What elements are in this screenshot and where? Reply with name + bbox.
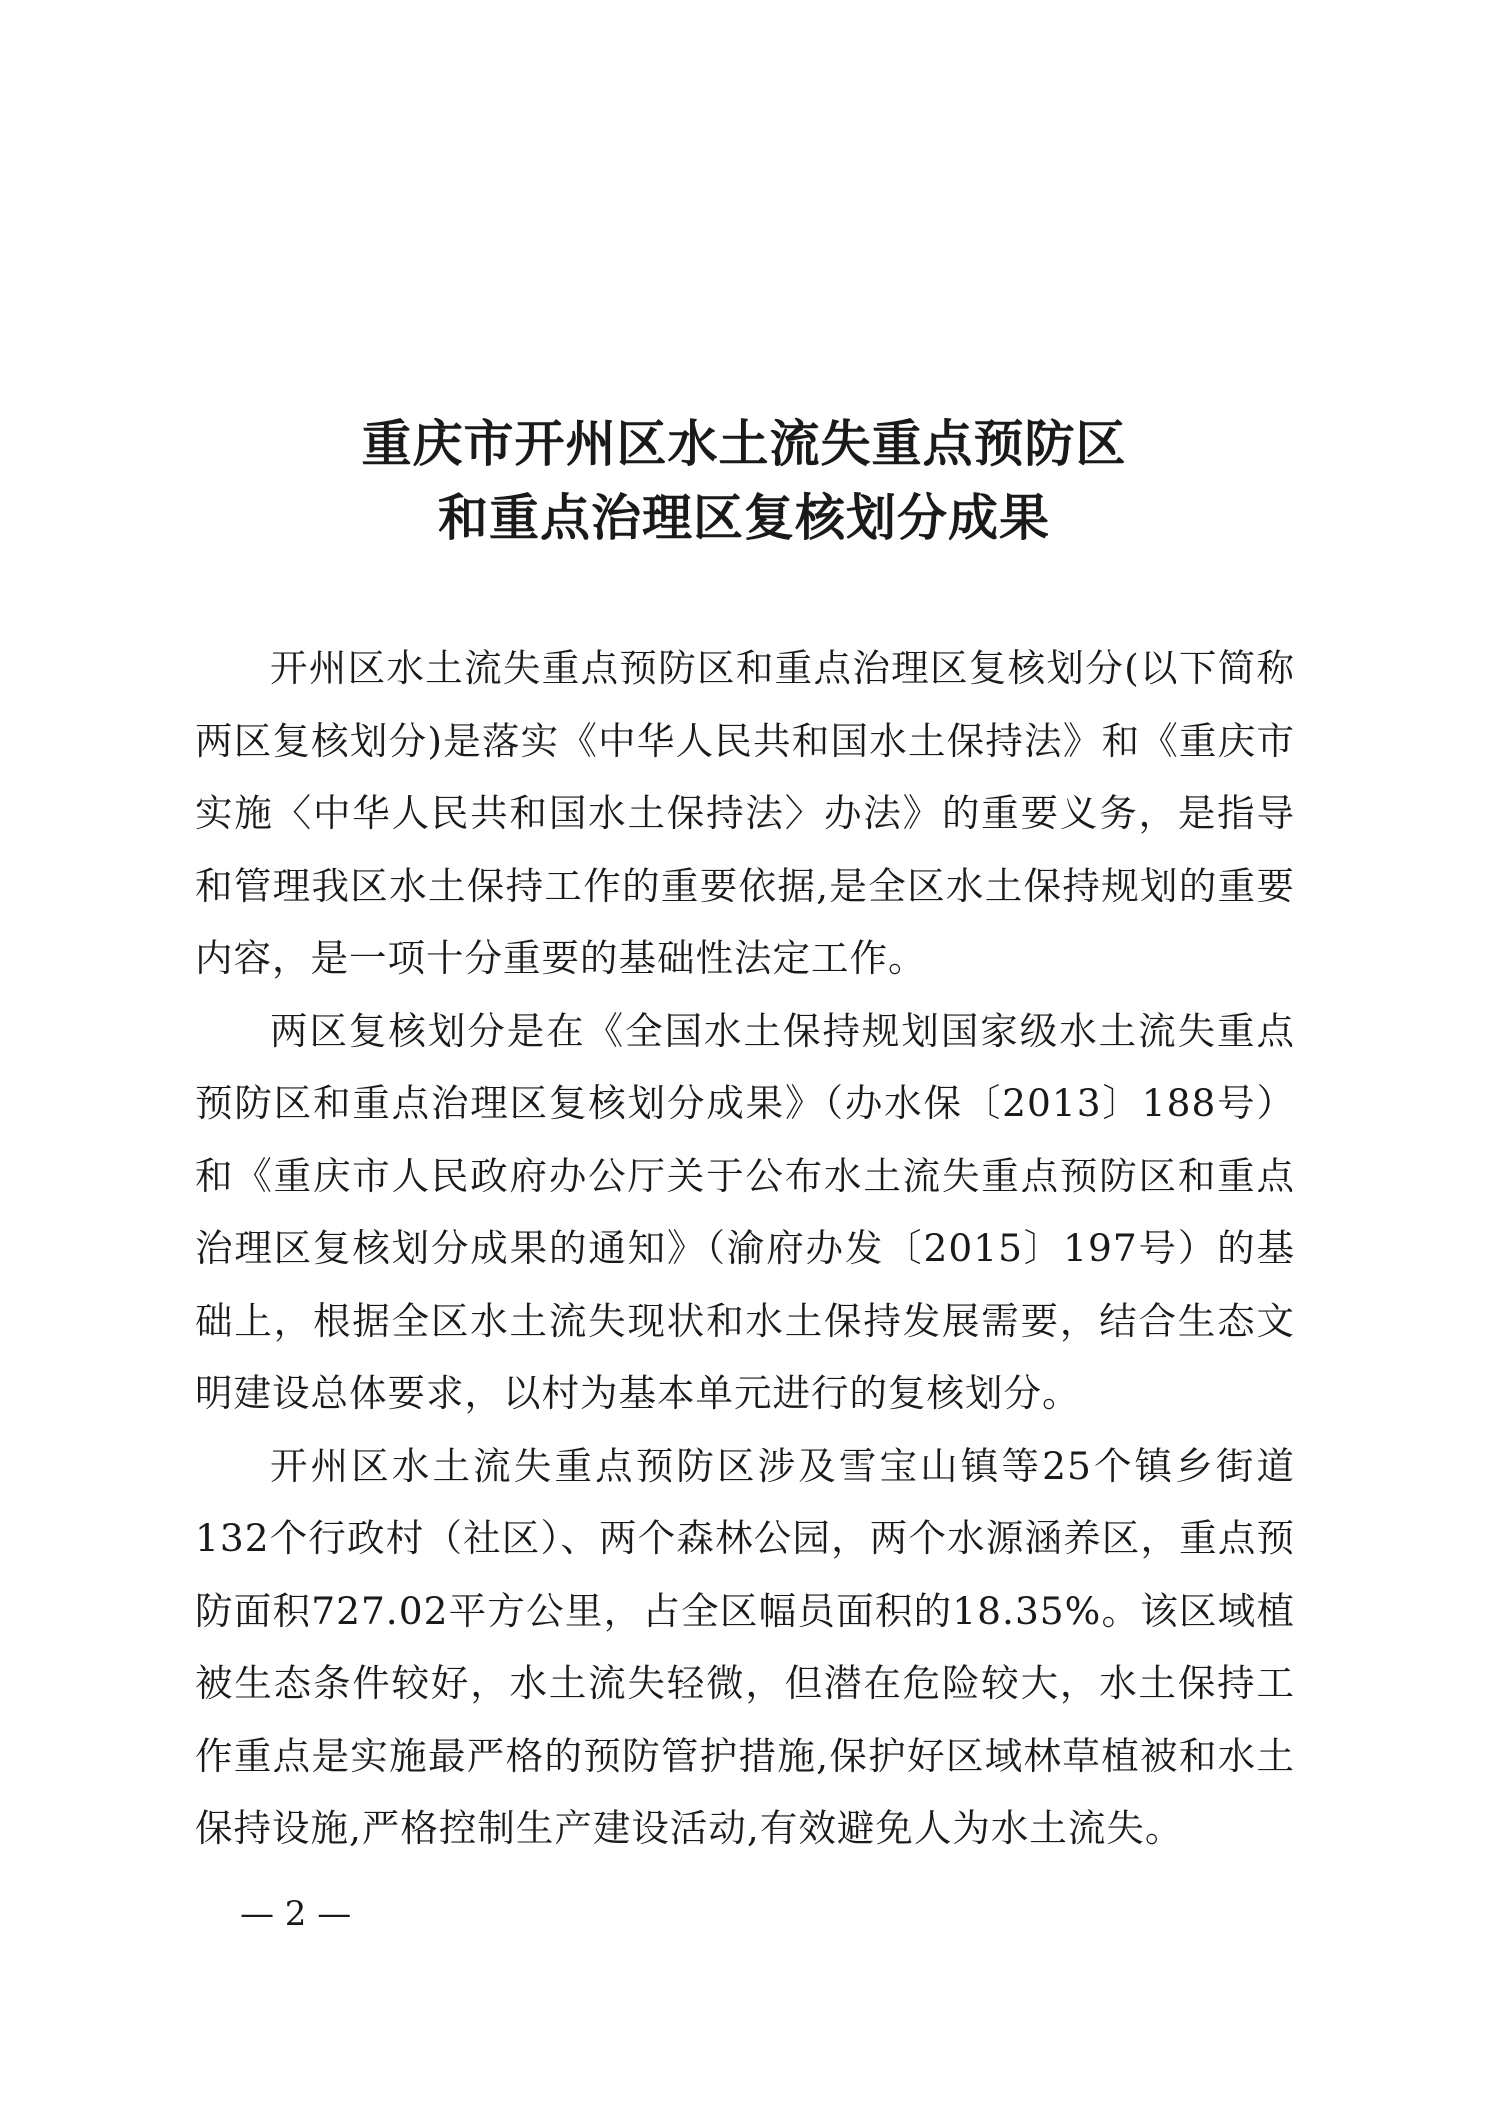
paragraph-basis: 两区复核划分是在《全国水土保持规划国家级水土流失重点预防区和重点治理区复核划分成果》（办水保〔2013〕188号）和《重庆市人民政府办公厅关于公布水土流失重点预防区和重点治理区复核划分成果的通知》（渝府办发〔2015〕197号）的基础上，根据全区水土流失现状和水土保持发展需要，结合生态文明建设总体要求，以村为基本单元进行的复核划分。 [195,1008,1295,1415]
paragraph-prevention-area: 开州区水土流失重点预防区涉及雪宝山镇等25个镇乡街道132个行政村（社区）、两个森林公园，两个水源涵养区，重点预防面积727.02平方公里，占全区幅员面积的18.35%。该区域植被生态条件较好，水土流失轻微，但潜在危险较大，水土保持工作重点是实施最严格的预防管护措施,保护好区域林草植被和水土保持设施,严格控制生产建设活动,有效避免人为水土流失。 [195,1443,1295,1850]
document-body [195,632,1295,1865]
document-title-line-2: 和重点治理区复核划分成果 [438,488,1050,547]
document-title-line-1: 重庆市开州区水土流失重点预防区 [361,414,1127,473]
paragraph-introduction: 开州区水土流失重点预防区和重点治理区复核划分(以下简称两区复核划分)是落实《中华人民共和国水土保持法》和《重庆市实施〈中华人民共和国水土保持法〉办法》的重要义务，是指导和管理我区水土保持工作的重要依据,是全区水土保持规划的重要内容，是一项十分重要的基础性法定工作。 [195,646,1295,980]
page-number: — 2 — [240,1894,352,1934]
